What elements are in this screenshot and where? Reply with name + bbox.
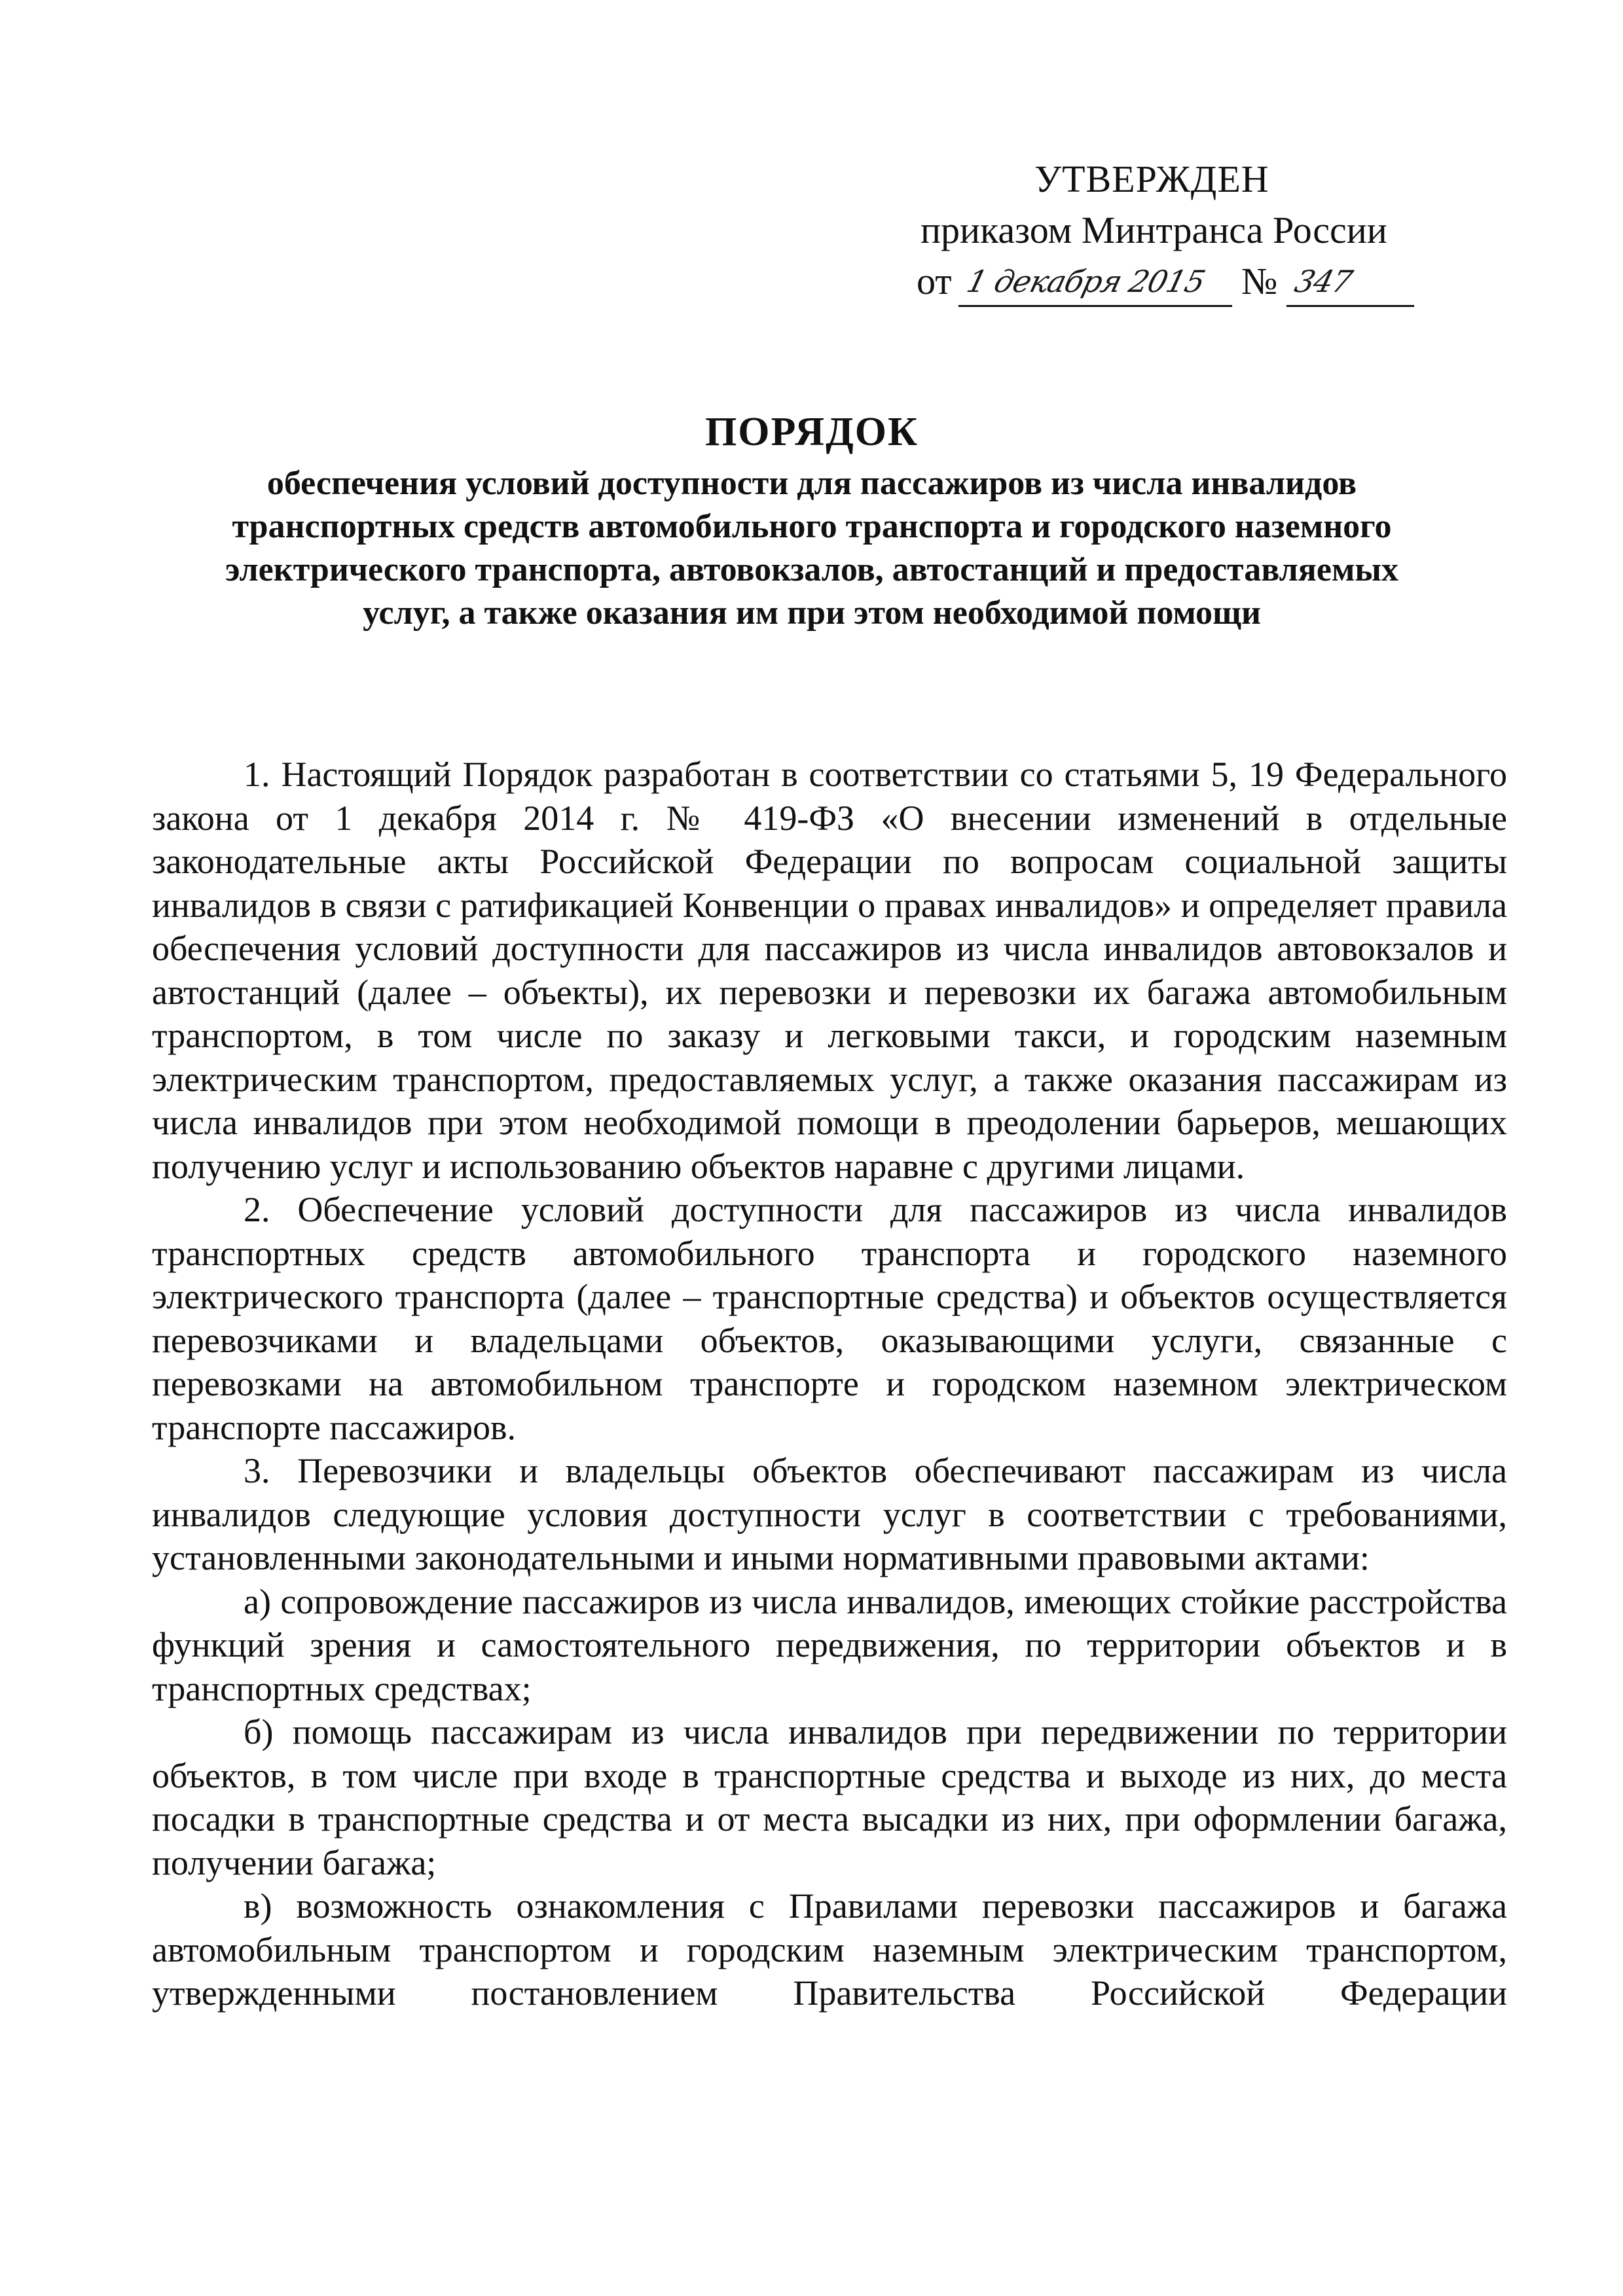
title-main: ПОРЯДОК: [705, 410, 919, 454]
date-prefix: от: [917, 260, 952, 302]
approval-status: УТВЕРЖДЕН: [1034, 158, 1269, 200]
title-subtitle-line: электрического транспорта, автовокзалов, автостанций и предоставляемых: [225, 551, 1399, 588]
paragraph-3: 3. Перевозчики и владельцы объектов обеспечивают пассажирам из числа инвалидов следующие условия доступности услуг в соответствии с требованиями, установленными законодательными и иными нормативными правовыми актами:: [152, 1451, 1507, 1577]
handwritten-date: 1 декабря 2015: [962, 264, 1209, 299]
paragraph-3a: а) сопровождение пассажиров из числа инвалидов, имеющих стойкие расстройства функций зрения и самостоятельного передвижения, по территории объектов и в транспортных средствах;: [152, 1581, 1507, 1708]
paragraph-3c: в) возможность ознакомления с Правилами перевозки пассажиров и багажа автомобильным транспортом и городским наземным электрическим транспортом, утвержденными постановлением Правительства Российской Федерации: [152, 1886, 1507, 2013]
paragraph-1: 1. Настоящий Порядок разработан в соответствии со статьями 5, 19 Федерального закона от 1 декабря 2014 г. № 419-ФЗ «О внесении изменений в отдельные законодательные акты Российской Федерации по вопросам социальной защиты инвалидов в связи с ратификацией Конвенции о правах инвалидов» и определяет правила обеспечения условий доступности для пассажиров из числа инвалидов автовокзалов и автостанций (далее – объекты), их перевозки и перевозки их багажа автомобильным транспортом, в том числе по заказу и легковыми такси, и городским наземным электрическим транспортом, предоставляемых услуг, а также оказания пассажирам из числа инвалидов при этом необходимой помощи в преодолении барьеров, мешающих получению услуг и использованию объектов наравне с другими лицами.: [152, 755, 1507, 1186]
approval-authority: приказом Минтранса России: [921, 209, 1387, 251]
approval-date-number: [917, 256, 1414, 307]
paragraph-2: 2. Обеспечение условий доступности для пассажиров из числа инвалидов транспортных средств автомобильного транспорта и городского наземного электрического транспорта (далее – транспортные средства) и объектов осуществляется перевозчиками и владельцами объектов, оказывающими услуги, связанные с перевозками на автомобильном транспорте и городском наземном электрическом транспорте пассажиров.: [152, 1190, 1507, 1447]
title-subtitle-line: услуг, а также оказания им при этом необходимой помощи: [363, 594, 1261, 632]
number-field: [1286, 263, 1414, 307]
handwritten-number: 347: [1291, 264, 1356, 299]
number-prefix: №: [1241, 260, 1278, 302]
title-subtitle-line: транспортных средств автомобильного транспорта и городского наземного: [232, 508, 1392, 545]
document-title: [131, 406, 1493, 635]
document-body: [152, 753, 1507, 2015]
title-subtitle-line: обеспечения условий доступности для пассажиров из числа инвалидов: [266, 465, 1357, 502]
approval-stamp: [917, 154, 1414, 307]
date-field: [958, 263, 1232, 307]
paragraph-3b: б) помощь пассажирам из числа инвалидов при передвижении по территории объектов, в том числе при входе в транспортные средства и выходе из них, до места посадки в транспортные средства и от места высадки из них, при оформлении багажа, получении багажа;: [152, 1712, 1507, 1882]
